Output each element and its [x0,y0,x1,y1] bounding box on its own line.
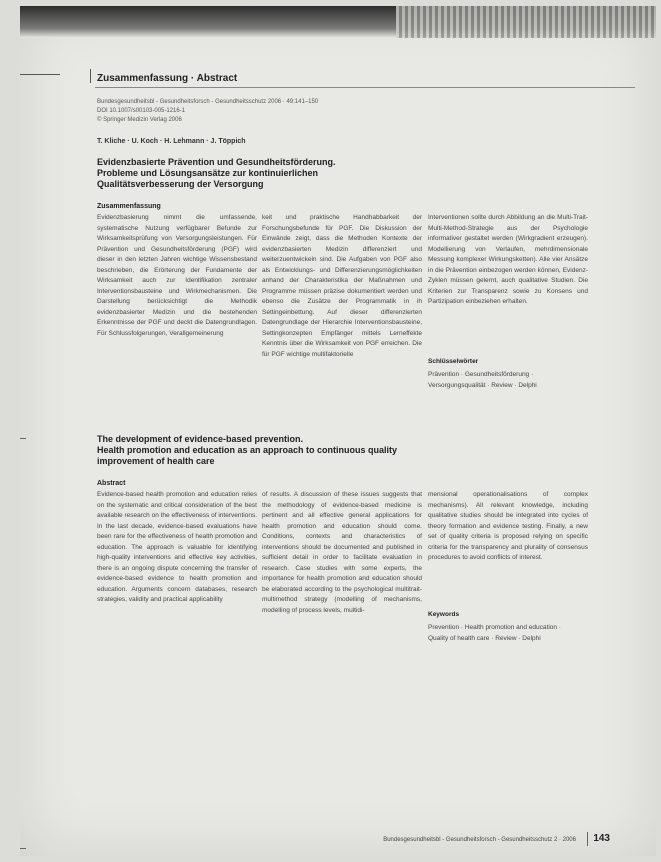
left-rule [20,74,60,75]
page-number: 143 [593,833,610,844]
title-tick [90,69,91,83]
footer-separator [587,832,588,846]
citation-line: Bundesgesundheitsbl - Gesundheitsforsch - Gesundheitsschutz 2006 · 49:141–150 [97,99,319,105]
german-column-1: Evidenzbasierung nimmt die umfassende, systematische Nutzung verfügbarer Befunde zur Wirksamkeitsprüfung von Versorgungsleistungen. Für Prävention und Gesundheitsförderung (PGF) wird dieser in den letzten Jahren wichtige Wissensbestand beschrieben, die Erörterung der Fundamente der Wirksamkeit auch zur Identifikation zentraler Interventionsbausteine und Wirkmechanismen. Die Darstellung berücksichtigt die Methodik evidenzbasierter Medizin und die bestehenden Erkenntnisse der PGF und deckt die Datengrundlagen. Für Schlussfolgerungen, Verallgemeinerung [97,214,257,337]
section-title: Zusammenfassung · Abstract [97,73,238,84]
english-column-2: of results. A discussion of these issues suggests that the methodology of evidence-based medicine is pertinent and all effective general applications for health promotion and education should come. Conditions, contexts and characteristics of interventions should be documented and published in sufficient detail in order to facilitate evaluation in research. Case studies with some experts, the importance for health promotion and education should be elaborated according to the psychological multitrait-multimethod strategy (modelling of mechanisms, modelling of process levels, multidi- [262,491,422,614]
german-keywords-heading: Schlüsselwörter [428,358,479,365]
scan-edge-texture [396,6,656,38]
german-abstract-heading: Zusammenfassung [97,203,161,210]
english-column-3: mensional operationalisations of complex mechanisms). All relevant knowledge, including qualitative studies should be integrated into cycles of theory formation and evidence testing. Finally, a new set of quality criteria is proposed relying on specific criteria for the transparency and plurality of consensus procedures to avoid conflicts of interest. [428,491,588,561]
english-title [97,434,437,467]
german-title-line: Evidenzbasierte Prävention und Gesundheitsförderung. [97,157,336,167]
english-title-line: Health promotion and education as an approach to continuous quality [97,445,398,455]
english-abstract-heading: Abstract [97,480,126,487]
authors: T. Kliche · U. Koch · H. Lehmann · J. Töppich [97,138,246,145]
header-rule [95,87,635,88]
english-keywords-heading: Keywords [428,611,460,618]
english-keywords: Prevention · Health promotion and education · Quality of health care · Review · Delphi [428,624,561,642]
english-title-line: The development of evidence-based prevention. [97,434,304,444]
german-title [97,157,477,190]
german-title-line: Qualitätsverbesserung der Versorgung [97,179,264,189]
english-column-1: Evidence-based health promotion and education relies on the systematic and critical consideration of the best available research on the effectiveness of interventions. In the last decade, evidence-based evaluations have been rare for the effectiveness of health promotion and education. The approach is valuable for identifying high-quality interventions and effective key activities, there is an ongoing dispute concerning the transfer of evidence-based evidence to health promotion and education. Arguments concern databases, research strategies, validity and practical applicability [97,491,257,603]
margin-mark [20,438,26,439]
german-title-line: Probleme und Lösungsansätze zur kontinuierlichen [97,168,319,178]
journal-page [20,6,656,856]
copyright-line: © Springer Medizin Verlag 2006 [97,117,182,123]
german-keywords: Prävention · Gesundheitsförderung · Versorgungsqualität · Review · Delphi [428,371,537,389]
margin-mark [20,848,26,849]
english-title-line: improvement of health care [97,456,215,466]
german-column-2: keit und praktische Handhabbarkeit der Forschungsbefunde für PGF. Die Diskussion der Einwände zeigt, dass die Methoden Kontexte der evidenzbasierten Medizin differenziert und weiterzuentwickeln sind. Die Aufgaben von PGF also als Entwicklungs- und Differenzierungsmöglichkeiten anhand der Charakteristika der Maßnahmen und Programme müssen präzise dokumentiert werden und ebenso die Zusätze der Programmatik in ih Settingeinbettung. Auf dieser differenzierten Datengrundlage der Hierarchie Interventionsbausteine, Settingkonzepten Empfänger mittels Lerneffekte Kenntnis über die Wirksamkeit von PGF erreichen. Die für PGF wichtige multifaktorielle [262,214,422,358]
journal-footer: Bundesgesundheitsbl - Gesundheitsforsch - Gesundheitsschutz 2 · 2006 [383,837,576,843]
german-column-3: Interventionen sollte durch Abbildung an die Multi-Trait-Multi-Method-Strategie aus der Psychologie informativer gestaltet werden (Wirkgradient erzeugen). Modellierung von Verlaufen, mehrdimensionale Messung komplexer Wirkungsketten). Alle vier Ansätze in die Prävention einbezogen werden können, Evidenz-Zyklen müssen gelernt, auch qualitative Studien. Die Kriterien zur Transparenz sowie zu Konsens und Partizipation einbeziehen erhalten. [428,214,588,305]
doi-line: DOI 10.1007/s00103-005-1216-1 [97,108,186,114]
